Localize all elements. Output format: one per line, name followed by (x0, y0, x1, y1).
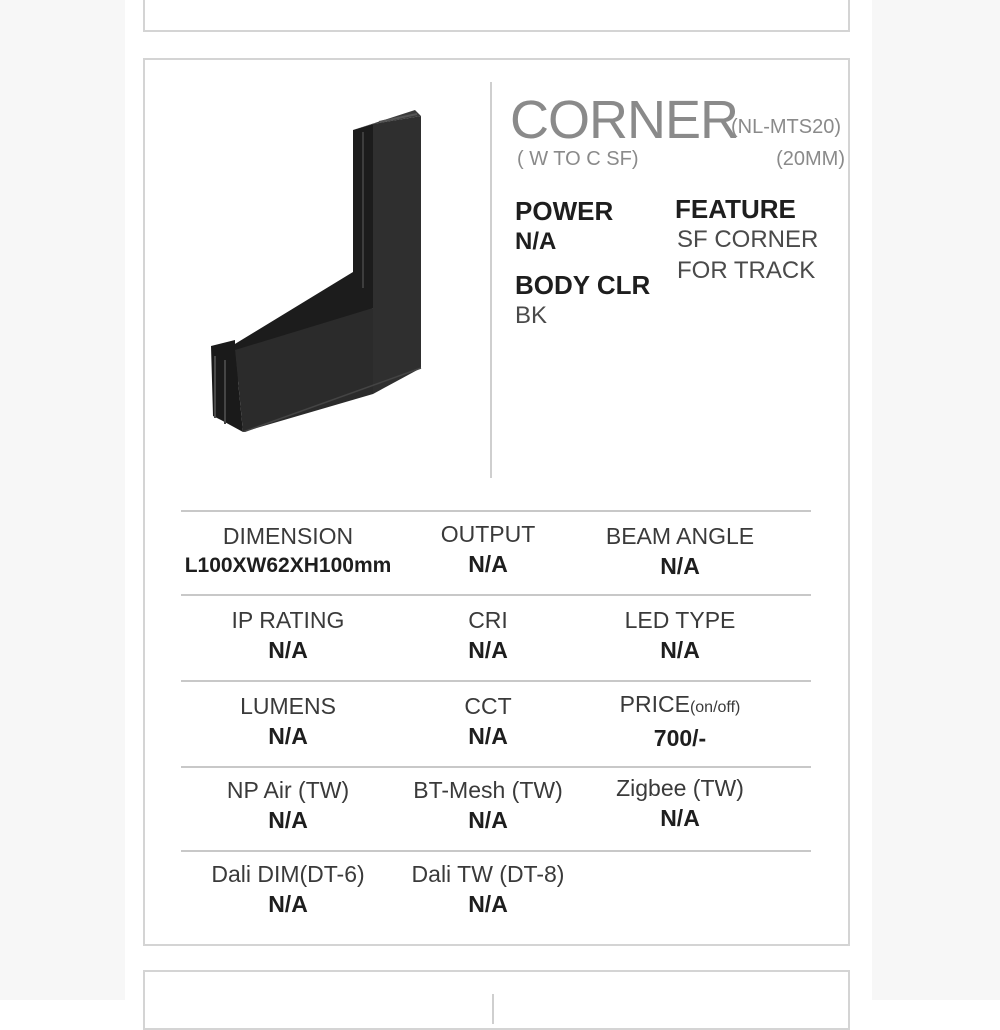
spec-value: N/A (268, 891, 308, 917)
spec-label: Dali DIM(DT-6) (211, 861, 365, 887)
spec-label: LED TYPE (624, 607, 736, 633)
spec-value: L100XW62XH100mm (184, 554, 392, 577)
power-label: POWER (515, 196, 614, 226)
spec-label: CCT (464, 693, 512, 719)
price-label-text: PRICE (619, 691, 690, 717)
spec-cell (183, 606, 393, 666)
spec-value: N/A (468, 551, 508, 577)
l-shaped-track-corner-image (203, 98, 429, 432)
spec-cell (383, 860, 593, 920)
price-value: 700/- (653, 725, 707, 751)
spec-label: BEAM ANGLE (605, 523, 755, 549)
previous-product-card (143, 0, 850, 32)
spec-label: CRI (468, 607, 508, 633)
spec-cell (183, 522, 393, 582)
left-gutter (0, 0, 125, 1000)
product-subtitle: ( W TO C SF) (517, 148, 639, 170)
spec-value: N/A (468, 637, 508, 663)
spec-cell (575, 522, 785, 582)
body-color-value: BK (515, 302, 548, 329)
spec-value: N/A (468, 807, 508, 833)
vertical-divider (490, 82, 492, 478)
spec-label: NP Air (TW) (226, 777, 350, 803)
model-code: (NL-MTS20) (730, 116, 841, 138)
spec-label: OUTPUT (440, 521, 536, 547)
spec-cell (575, 774, 785, 834)
feature-label: FEATURE (675, 194, 796, 224)
spec-value: N/A (660, 553, 700, 579)
spec-value: N/A (268, 807, 308, 833)
table-divider (181, 766, 811, 768)
spec-cell (575, 606, 785, 666)
product-title: CORNER (510, 90, 739, 150)
spec-cell (575, 690, 785, 754)
vertical-divider (492, 994, 494, 1024)
feature-line: SF CORNER (677, 226, 819, 253)
spec-cell (383, 606, 593, 666)
product-size: (20MM) (776, 148, 845, 170)
spec-value: N/A (268, 723, 308, 749)
table-divider (181, 680, 811, 682)
spec-cell (183, 860, 393, 920)
spec-cell (183, 692, 393, 752)
spec-label: BT-Mesh (TW) (413, 777, 563, 803)
body-color-label: BODY CLR (515, 270, 651, 300)
price-label (575, 690, 785, 722)
spec-value: N/A (660, 637, 700, 663)
table-divider (181, 594, 811, 596)
spec-value: N/A (468, 723, 508, 749)
product-card (143, 58, 850, 946)
spec-value: N/A (268, 637, 308, 663)
spec-label: LUMENS (240, 693, 336, 719)
table-divider (181, 850, 811, 852)
spec-cell (383, 692, 593, 752)
spec-value: N/A (468, 891, 508, 917)
right-gutter (872, 0, 1000, 1000)
spec-label: Dali TW (DT-8) (411, 861, 565, 887)
spec-label: DIMENSION (222, 523, 354, 549)
price-label-suffix: (on/off) (689, 699, 741, 716)
spec-cell (183, 776, 393, 836)
spec-cell (383, 520, 593, 580)
product-title-row (510, 90, 845, 150)
next-product-card (143, 970, 850, 1030)
table-divider (181, 510, 811, 512)
spec-label: Zigbee (TW) (616, 775, 744, 801)
spec-cell (383, 776, 593, 836)
spec-value: N/A (660, 805, 700, 831)
spec-label: IP RATING (231, 607, 345, 633)
power-value: N/A (515, 228, 557, 255)
feature-line: FOR TRACK (677, 257, 816, 284)
product-subtitle-row (517, 148, 847, 174)
